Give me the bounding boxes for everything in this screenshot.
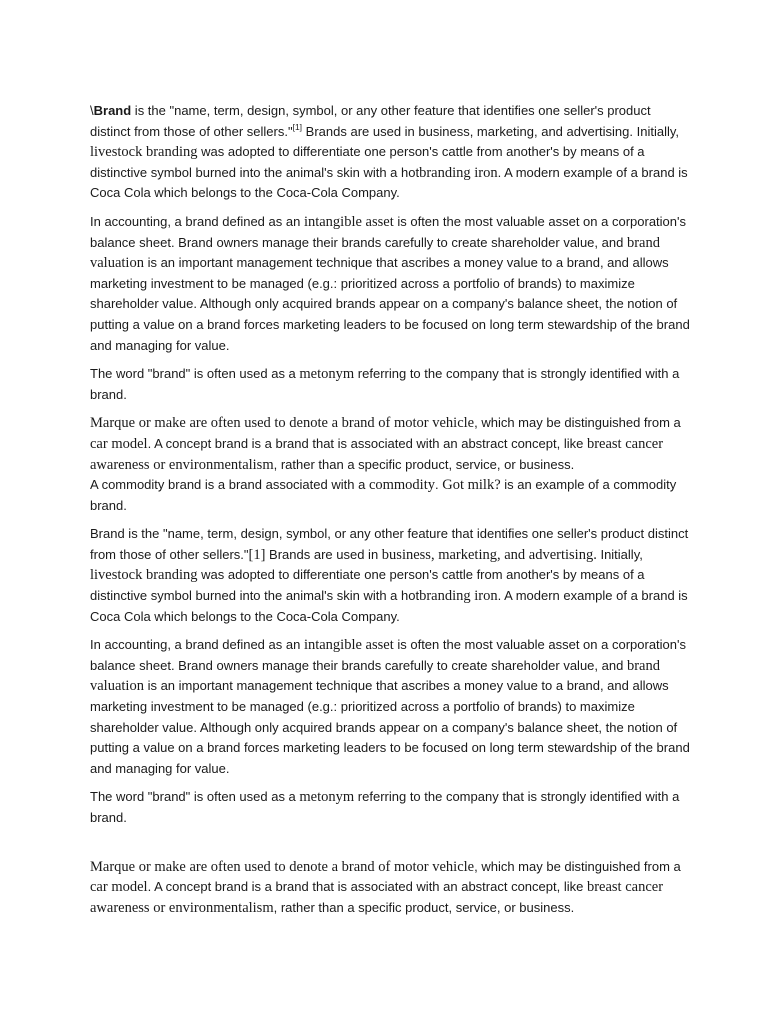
paragraph-commodity — [90, 475, 690, 516]
text-span: referring to the company that is strongly identified with a brand. — [90, 789, 680, 825]
paragraph-marque-repeat — [90, 857, 690, 919]
text-span: , rather than a specific product, service, or business. — [273, 899, 575, 915]
serif-span: or make are often used to denote a brand of motor vehicle — [138, 858, 475, 875]
text-span: . — [435, 477, 443, 493]
text-span: , which may be distinguished from a — [474, 858, 681, 874]
serif-span: branding iron — [419, 588, 498, 605]
serif-span: or make are often used to denote a brand of motor vehicle — [138, 415, 475, 432]
serif-span: breast cancer awareness or environmentalism — [90, 879, 664, 916]
text-span: Brand is the "name, term, design, symbol, or any other feature that identifies one seller's product distinct from those of other sellers." — [90, 526, 689, 562]
serif-span: Got milk? — [442, 477, 501, 494]
text-span: . A modern example of a brand is Coca Cola which belongs to the Coca-Cola Company. — [90, 164, 688, 201]
text-span: The word "brand" is often used as a — [90, 789, 300, 805]
paragraph-marque — [90, 413, 690, 475]
text-span: was adopted to differentiate one person's cattle from another's by means of a distinctive symbol burned into the animal's skin with a hot — [90, 567, 645, 604]
brand-title: Brand — [93, 103, 132, 118]
serif-span: car model — [90, 879, 148, 896]
text-span: is an important management technique that ascribes a money value to a brand, and allows marketing investment to be managed (e.g.: prioritized across a portfolio of brands) to maximize shareholder value. Although only acquired brands appear on a company's balance sheet, the notion of putting a value on a brand forces marketing leaders to be focused on long term stewardship of the brand and managing for value. — [90, 678, 690, 776]
paragraph-metonym-repeat — [90, 787, 690, 828]
serif-span: Marque — [90, 415, 136, 432]
paragraph-accounting — [90, 212, 690, 356]
text-span: . A modern example of a brand is Coca Cola which belongs to the Coca-Cola Company. — [90, 588, 688, 624]
text-span: referring to the company that is strongly identified with a brand. — [90, 366, 680, 402]
text-span: was adopted to differentiate one person's cattle from another's by means of a distinctive symbol burned into the animal's skin with a hot — [90, 144, 645, 180]
serif-span: intangible asset — [303, 637, 394, 654]
serif-span: brand valuation — [90, 234, 660, 272]
text-span: In accounting, a brand defined as an — [90, 213, 304, 229]
text-span: is an example of a commodity brand. — [90, 477, 677, 513]
serif-span: brand valuation — [90, 657, 660, 695]
text-span: . A concept brand is a brand that is associated with an abstract concept, like — [147, 435, 587, 451]
paragraph-brand-definition — [90, 101, 690, 204]
serif-span: metonym — [299, 366, 355, 383]
serif-span: [1] — [248, 546, 266, 563]
text-span: A commodity brand is a brand associated with a — [90, 477, 369, 493]
text-span: is the "name, term, design, symbol, or any other feature that identifies one seller's product distinct from those of other sellers." — [90, 103, 651, 139]
text-span: Initially, — [596, 546, 643, 562]
text-span: Brands are used in — [265, 546, 382, 562]
serif-span: metonym — [299, 789, 355, 806]
serif-span: livestock branding — [90, 567, 198, 584]
serif-span: breast cancer awareness or environmentalism — [90, 435, 664, 473]
backslash-text: \ — [90, 103, 94, 118]
text-span: is often the most valuable asset on a corporation's balance sheet. Brand owners manage their brands carefully to create shareholder value, and — [90, 213, 686, 250]
paragraph-accounting-repeat — [90, 635, 690, 779]
text-span: is an important management technique that ascribes a money value to a brand, and allows marketing investment to be managed (e.g.: prioritized across a portfolio of brands) to maximize shareholder value. Although only acquired brands appear on a company's balance sheet, the notion of putting a value on a brand forces marketing leaders to be focused on long term stewardship of the brand and managing for value. — [90, 255, 690, 353]
text-span: , which may be distinguished from a — [474, 415, 681, 431]
paragraph-metonym — [90, 364, 690, 405]
serif-span: car model — [90, 435, 148, 452]
footnote-ref: [1] — [292, 121, 303, 132]
text-span: . A concept brand is a brand that is associated with an abstract concept, like — [147, 879, 587, 895]
serif-span: business, marketing, and advertising. — [381, 546, 597, 563]
text-span: The word "brand" is often used as a — [90, 366, 300, 382]
text-span: is often the most valuable asset on a corporation's balance sheet. Brand owners manage their brands carefully to create shareholder value, and — [90, 637, 686, 673]
serif-span: commodity — [368, 477, 435, 494]
serif-span: intangible asset — [303, 213, 394, 230]
serif-span: branding iron — [419, 164, 498, 181]
text-span: Brands are used in business, marketing, and advertising. Initially, — [302, 123, 680, 139]
text-span: In accounting, a brand defined as an — [90, 637, 304, 653]
text-span: , rather than a specific product, service, or business. — [273, 456, 575, 472]
document-page — [90, 101, 690, 926]
serif-span: Marque — [90, 858, 136, 875]
serif-span: livestock branding — [90, 144, 198, 161]
paragraph-brand-definition-repeat — [90, 524, 690, 627]
